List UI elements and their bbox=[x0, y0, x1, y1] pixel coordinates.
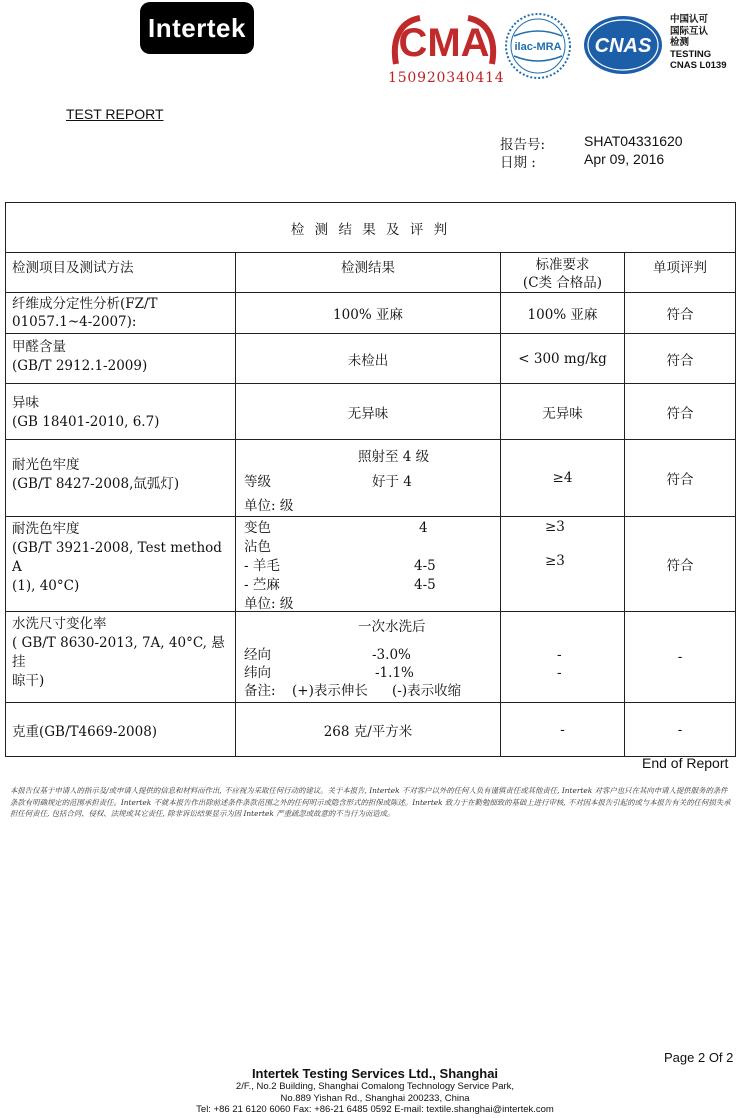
cnas-logo bbox=[582, 14, 664, 76]
cma-logo bbox=[390, 12, 498, 70]
ilac-mra-logo bbox=[504, 12, 572, 80]
table-caption: 检 测 结 果 及 评 判 bbox=[6, 203, 736, 253]
item-light-fastness: 耐光色牢度 (GB/T 8427-2008,氙弧灯) bbox=[6, 440, 236, 517]
requirement-light-fastness: ≥4 bbox=[501, 440, 625, 517]
item-weight: 克重(GB/T4669-2008) bbox=[6, 703, 236, 757]
table-caption-row bbox=[6, 203, 736, 253]
item-washing-fastness: 耐洗色牢度 (GB/T 3921-2008, Test method A (1), 40°C) bbox=[6, 517, 236, 612]
item-formaldehyde: 甲醛含量 (GB/T 2912.1-2009) bbox=[6, 334, 236, 384]
requirement-formaldehyde: < 300 mg/kg bbox=[501, 334, 625, 384]
requirement-weight: - bbox=[501, 703, 625, 757]
report-date-value: Apr 09, 2016 bbox=[584, 151, 665, 167]
requirement-dimensional-change: - - bbox=[501, 612, 625, 703]
footer-address-2: No.889 Yishan Rd., Shanghai 200233, China bbox=[280, 1093, 470, 1104]
result-washing-fastness: 变色 4 沾色 - 羊毛 4-5 - 苎麻 4-5 单位: 级 bbox=[236, 517, 501, 612]
footer-contact: Tel: +86 21 6120 6060 Fax: +86-21 6485 0592 E-mail: textile.shanghai@intertek.com bbox=[196, 1104, 554, 1115]
item-odor: 异味 (GB 18401-2010, 6.7) bbox=[6, 384, 236, 440]
report-date-label: 日期 : bbox=[500, 155, 536, 171]
result-dimensional-change: 一次水洗后 经向 -3.0% 纬向 -1.1% 备注: (+)表示伸长 (-)表示收缩 bbox=[236, 612, 501, 703]
item-dimensional-change: 水洗尺寸变化率 ( GB/T 8630-2013, 7A, 40°C, 悬挂 晾干) bbox=[6, 612, 236, 703]
requirement-odor: 无异味 bbox=[501, 384, 625, 440]
header-result: 检测结果 bbox=[236, 253, 501, 293]
header-item: 检测项目及测试方法 bbox=[6, 253, 236, 293]
table-row bbox=[6, 703, 736, 757]
report-number-value: SHAT04331620 bbox=[584, 133, 683, 149]
verdict-weight: - bbox=[625, 703, 736, 757]
table-row bbox=[6, 334, 736, 384]
cma-number: 150920340414 bbox=[388, 70, 505, 86]
results-table bbox=[5, 202, 736, 757]
requirement-washing-fastness: ≥3 ≥3 bbox=[501, 517, 625, 612]
footer-company: Intertek Testing Services Ltd., Shanghai bbox=[251, 1066, 499, 1081]
table-row bbox=[6, 293, 736, 334]
report-number-label: 报告号: bbox=[500, 137, 546, 153]
verdict-formaldehyde: 符合 bbox=[625, 334, 736, 384]
verdict-washing-fastness: 符合 bbox=[625, 517, 736, 612]
verdict-odor: 符合 bbox=[625, 384, 736, 440]
table-row bbox=[6, 612, 736, 703]
result-fiber: 100% 亚麻 bbox=[236, 293, 501, 334]
item-fiber: 纤维成分定性分析(FZ/T 01057.1~4-2007): bbox=[6, 293, 236, 334]
intertek-logo: Intertek bbox=[140, 2, 254, 54]
result-odor: 无异味 bbox=[236, 384, 501, 440]
footer-address-1: 2/F., No.2 Building, Shanghai Comalong Technology Service Park, bbox=[235, 1081, 515, 1092]
result-light-fastness: 照射至 4 级 等级 好于 4 单位: 级 bbox=[236, 440, 501, 517]
result-formaldehyde: 未检出 bbox=[236, 334, 501, 384]
header-verdict: 单项评判 bbox=[625, 253, 736, 293]
result-weight: 268 克/平方米 bbox=[236, 703, 501, 757]
page-number: Page 2 Of 2 bbox=[664, 1050, 734, 1065]
end-of-report: End of Report bbox=[642, 755, 729, 771]
svg-text:CMA: CMA bbox=[398, 21, 490, 65]
svg-text:ilac-MRA: ilac-MRA bbox=[514, 41, 562, 53]
report-title: TEST REPORT bbox=[66, 106, 164, 122]
cnas-accreditation-text: 中国认可 国际互认 检测 TESTING CNAS L0139 bbox=[670, 14, 727, 71]
table-row bbox=[6, 440, 736, 517]
requirement-fiber: 100% 亚麻 bbox=[501, 293, 625, 334]
table-header-row bbox=[6, 253, 736, 293]
verdict-dimensional-change: - bbox=[625, 612, 736, 703]
disclaimer: 本报告仅基于申请人的指示及/或申请人提供的信息和材料而作出, 不应视为采取任何行动的建议。关于本报告, Intertek 不对客户以外的任何人负有谨慎责任或其他责任, Intertek 对客户也只在其向申请人提供服务的条件条款有明确规定的范围承担责任。Intertek 不就本报告作出除前述条件条款范围之外的任何明示或隐含形式的担保或陈述。Intertek 致力于在勤勉细致的基础上进行审核, 不对因本报告引起的或与本报告有关的任何损失承担任何责任, 包括合同、侵权、法规或其它责任, 除非诉讼结果显示为因 Intertek 严重疏忽或故意的不当行为而造成。 bbox=[10, 786, 731, 818]
svg-text:CNAS: CNAS bbox=[594, 35, 652, 57]
verdict-fiber: 符合 bbox=[625, 293, 736, 334]
table-row bbox=[6, 517, 736, 612]
header-requirement: 标准要求 (C类 合格品) bbox=[501, 253, 625, 293]
table-row bbox=[6, 384, 736, 440]
verdict-light-fastness: 符合 bbox=[625, 440, 736, 517]
